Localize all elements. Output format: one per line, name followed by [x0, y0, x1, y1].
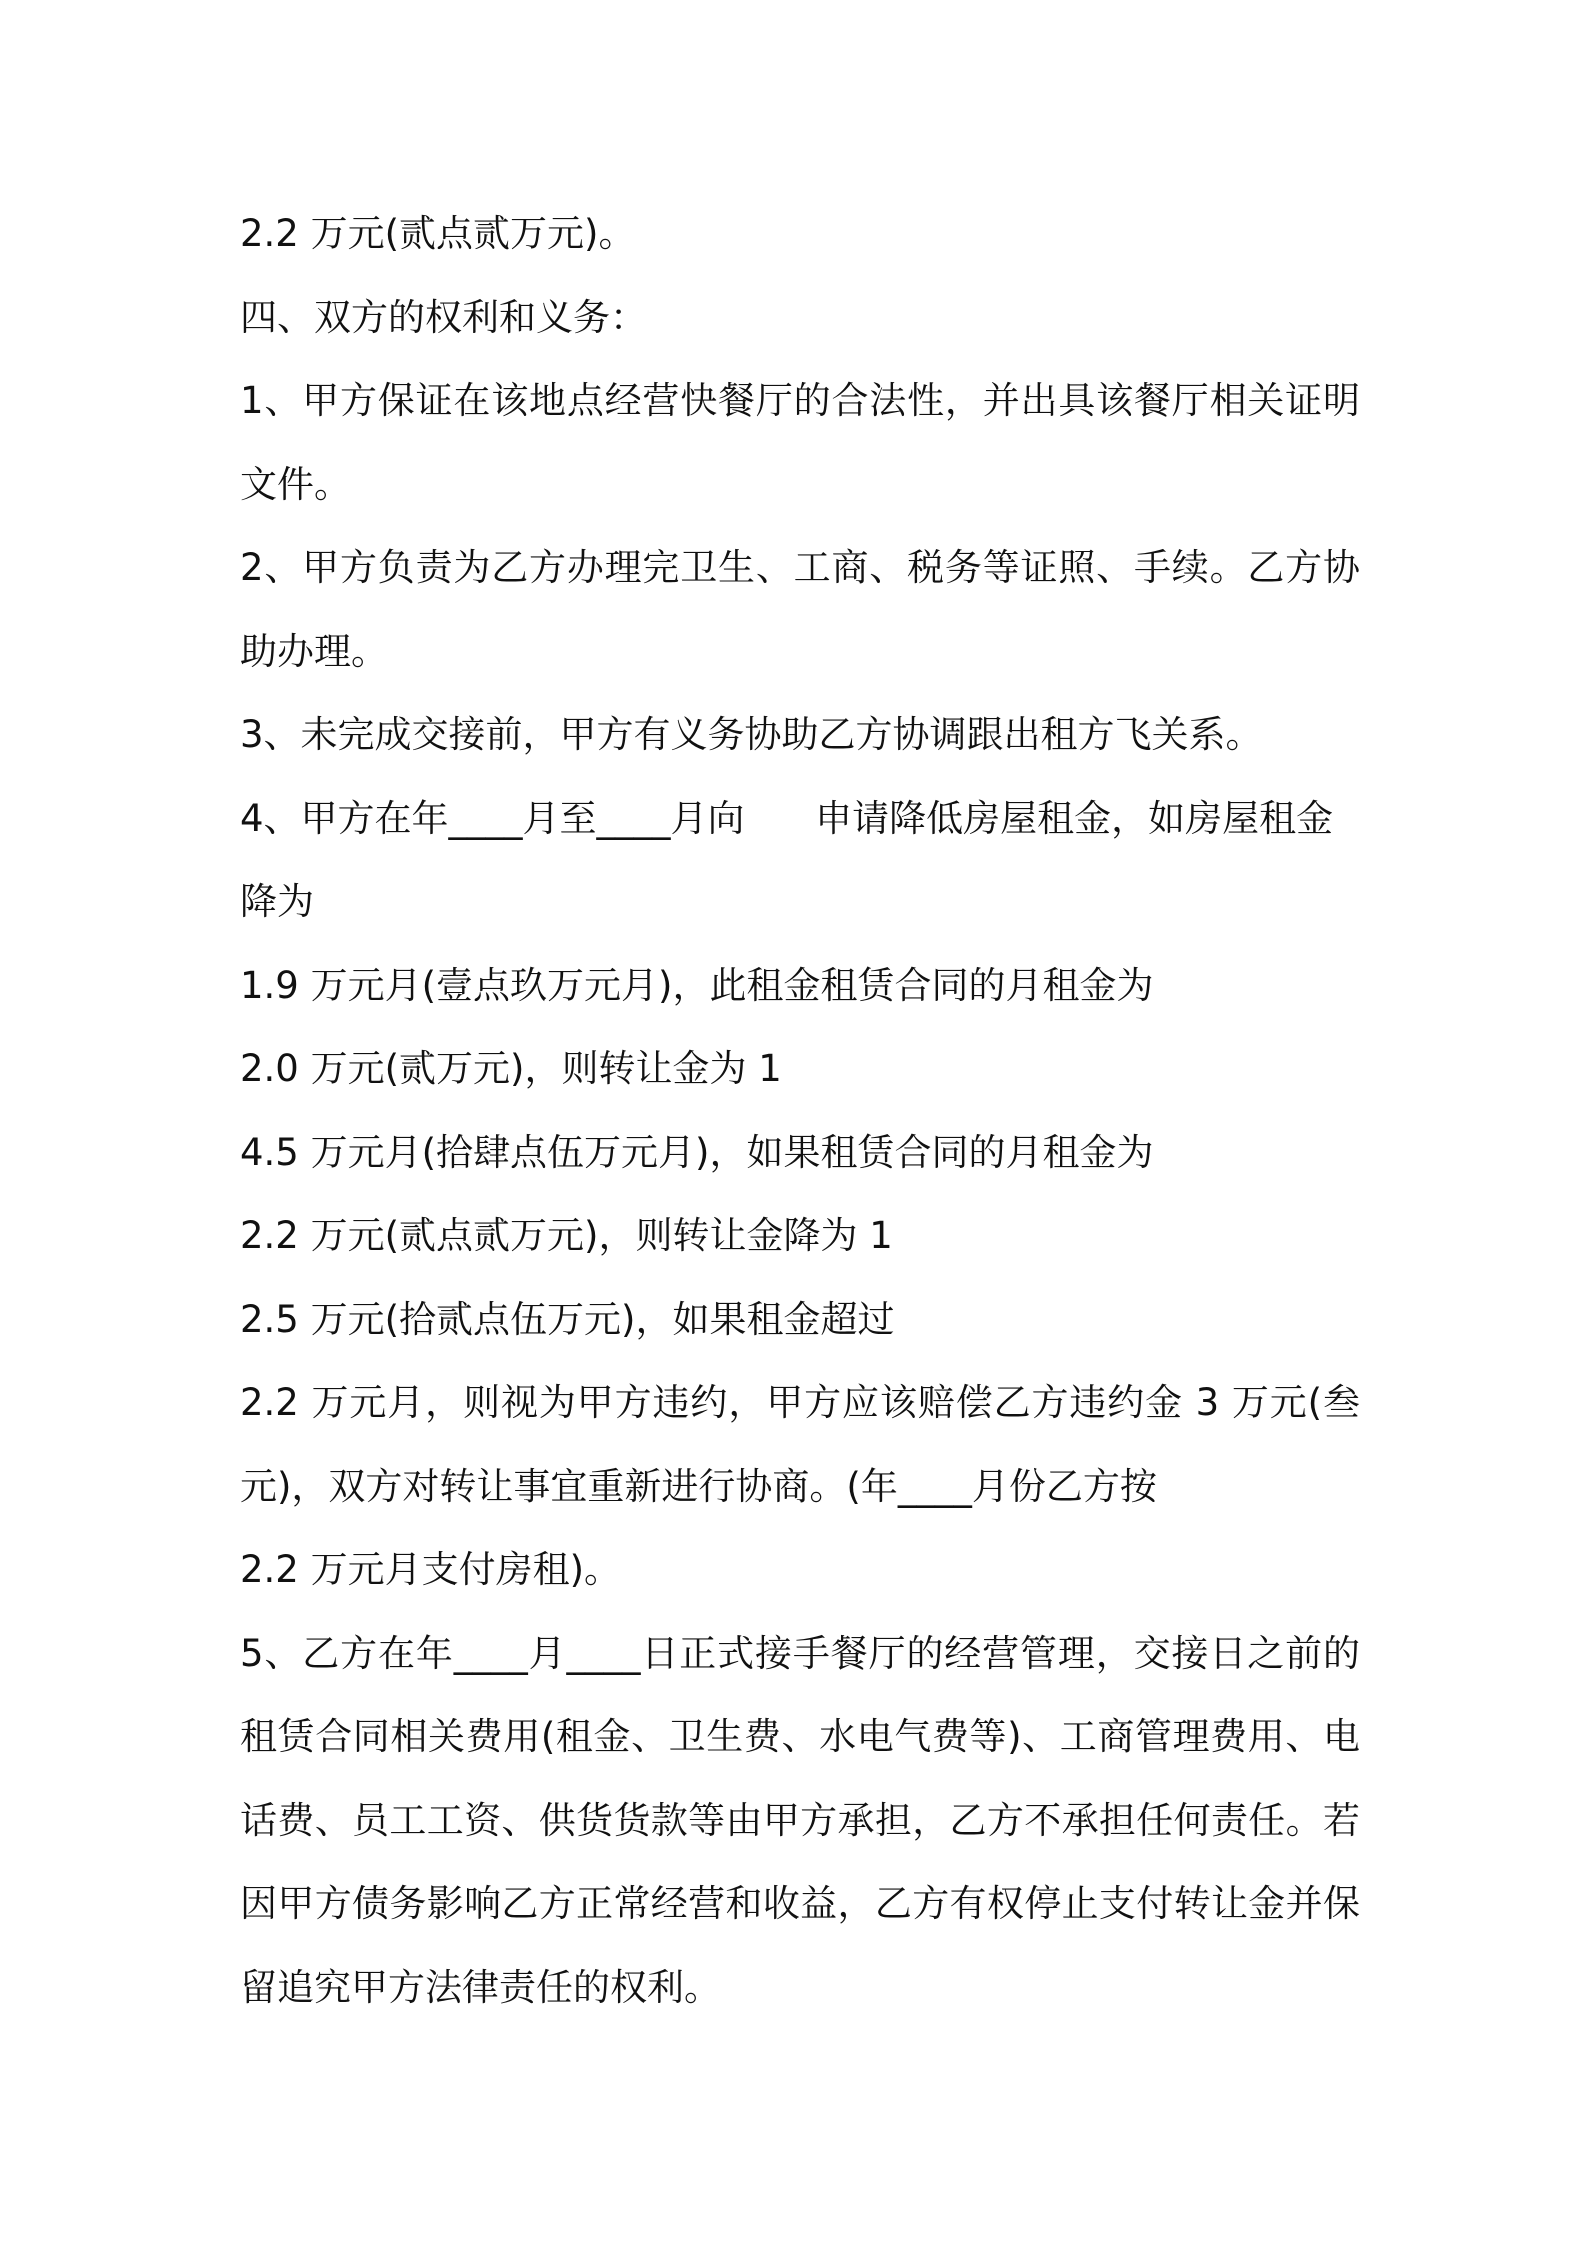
text-line: 1.9 万元月(壹点玖万元月)，此租金租赁合同的月租金为 — [240, 963, 1154, 1007]
text-line: 2.2 万元(贰点贰万元)，则转让金降为 1 — [240, 1214, 893, 1257]
text-line: 2.2 万元月支付房租)。 — [240, 1548, 622, 1591]
clause-5-line-4: 因甲方债务影响乙方正常经营和收益，乙方有权停止支付转让金并保 — [240, 1882, 1360, 1925]
text-line: 4.5 万元月(拾肆点伍万元月)，如果租赁合同的月租金为 — [240, 1130, 1154, 1174]
text-line: 2.0 万元(贰万元)，则转让金为 1 — [240, 1047, 782, 1090]
clause-5-line-5: 留追究甲方法律责任的权利。 — [240, 1965, 721, 2009]
text-line: 2.2 万元(贰点贰万元)。 — [240, 212, 636, 255]
clause-5-line-1: 5、乙方在年____月____日正式接手餐厅的经营管理，交接日之前的 — [240, 1631, 1360, 1675]
clause-5-line-2: 租赁合同相关费用(租金、卫生费、水电气费等)、工商管理费用、电 — [240, 1715, 1360, 1758]
document-body — [240, 192, 1360, 2029]
section-heading: 四、双方的权利和义务： — [240, 295, 647, 339]
clause-1-line-1: 1、甲方保证在该地点经营快餐厅的合法性，并出具该餐厅相关证明 — [240, 379, 1360, 422]
clause-4-line-2: 降为 — [240, 880, 314, 923]
text-line: 2.5 万元(拾贰点伍万元)，如果租金超过 — [240, 1297, 895, 1341]
clause-5-line-3: 话费、员工工资、供货货款等由甲方承担，乙方不承担任何责任。若 — [240, 1798, 1360, 1842]
clause-4-line-1: 4、甲方在年____月至____月向 申请降低房屋租金，如房屋租金 — [240, 796, 1334, 840]
clause-2-line-2: 助办理。 — [240, 629, 388, 673]
clause-1-line-2: 文件。 — [240, 462, 351, 506]
text-line: 元)，双方对转让事宜重新进行协商。(年____月份乙方按 — [240, 1464, 1157, 1508]
text-line: 2.2 万元月，则视为甲方违约，甲方应该赔偿乙方违约金 3 万元(叁 — [240, 1381, 1360, 1424]
clause-3: 3、未完成交接前，甲方有义务协助乙方协调跟出租方飞关系。 — [240, 713, 1263, 756]
clause-2-line-1: 2、甲方负责为乙方办理完卫生、工商、税务等证照、手续。乙方协 — [240, 546, 1360, 589]
